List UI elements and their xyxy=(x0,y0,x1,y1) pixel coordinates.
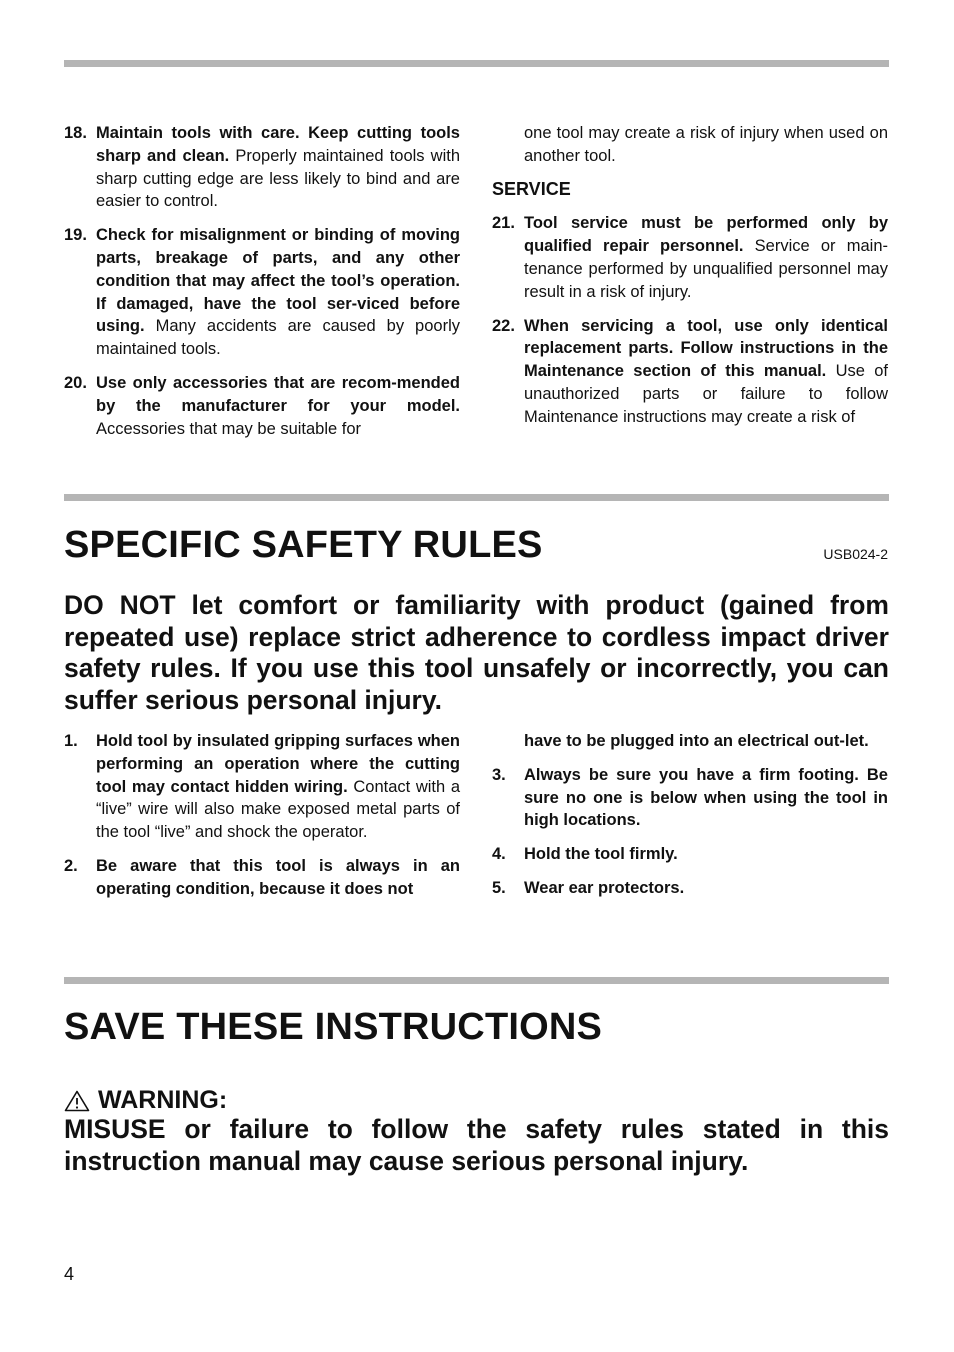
specific-rules-right-column xyxy=(492,730,888,911)
item-text: Hold tool by insulated gripping surfaces when performing an operation where the cutting tool may contact hidden wiring. Contact with a “live” wire will also make exposed metal parts of the tool “live” and shock the operator. xyxy=(96,732,460,842)
warning-heading xyxy=(64,1086,227,1115)
item-number: 20. xyxy=(64,373,87,392)
item-continuation: have to be plugged into an electrical out-let. xyxy=(524,732,869,750)
list-item xyxy=(492,843,888,866)
item-text: Maintain tools with care. Keep cutting tools sharp and clean. Properly maintained tools with sharp cutting edge are less likely to bind and are easier to control. xyxy=(96,124,460,211)
list-item xyxy=(64,855,460,901)
document-code: USB024-2 xyxy=(823,546,888,562)
specific-rules-left-column xyxy=(64,730,460,912)
item-number: 2. xyxy=(64,856,78,875)
item-text: Use only accessories that are recom-mended by the manufacturer for your model. Accessories that may be suitable for xyxy=(96,373,460,438)
list-item xyxy=(492,315,888,429)
item-text: Always be sure you have a firm footing. Be sure no one is below when using the tool in high locations. xyxy=(524,765,888,830)
item-text: When servicing a tool, use only identical replacement parts. Follow instructions in the Maintenance section of this manual. Use of unauthorized parts or failure to follow Maintenance instructions may create a risk of xyxy=(524,316,888,426)
page-number: 4 xyxy=(64,1264,75,1284)
item-text: Check for misalignment or binding of moving parts, breakage of parts, and any other condition that may affect the tool’s operation. If damaged, have the tool ser-viced before using. Many accidents are caused by poorly maintained tools. xyxy=(96,226,460,359)
lead-warning: DO NOT let comfort or familiarity with product (gained from repeated use) replace strict adherence to cordless impact driver safety rules. If you use this tool unsafely or incorrectly, you can suffer serious personal injury. xyxy=(64,590,889,715)
item-number: 22. xyxy=(492,316,515,335)
section-rule xyxy=(64,494,889,501)
list-item xyxy=(492,212,888,303)
item-number: 1. xyxy=(64,732,78,750)
item-text: Hold the tool firmly. xyxy=(524,845,678,864)
list-item xyxy=(64,122,460,213)
section-rule xyxy=(64,977,889,984)
item-text: Tool service must be performed only by qualified repair personnel. Service or main-tenance performed by unqualified personnel may result in a risk of injury. xyxy=(524,214,888,301)
warning-label: WARNING: xyxy=(98,1086,228,1114)
list-item xyxy=(492,877,888,900)
list-item xyxy=(492,764,888,832)
list-item xyxy=(64,224,460,361)
list-item xyxy=(64,372,460,440)
item-number: 5. xyxy=(492,878,506,897)
page-title: SPECIFIC SAFETY RULES xyxy=(64,524,543,566)
item-number: 4. xyxy=(492,845,506,864)
warning-text: MISUSE or failure to follow the safety rules stated in this instruction manual may cause serious personal injury. xyxy=(64,1114,889,1176)
list-item xyxy=(64,730,460,844)
item-number: 21. xyxy=(492,214,515,233)
item-text: Wear ear protectors. xyxy=(524,878,685,897)
top-rule xyxy=(64,60,889,67)
general-rules-left-column xyxy=(64,122,460,451)
item-number: 3. xyxy=(492,765,506,784)
general-rules-right-column xyxy=(492,122,888,440)
item-number: 19. xyxy=(64,226,87,245)
item-continuation: one tool may create a risk of injury when used on another tool. xyxy=(524,124,888,165)
save-instructions-title: SAVE THESE INSTRUCTIONS xyxy=(64,1006,603,1048)
item-text: Be aware that this tool is always in an operating condition, because it does not xyxy=(96,856,460,898)
service-heading: SERVICE xyxy=(492,178,571,199)
warning-triangle-icon xyxy=(64,1090,90,1112)
item-number: 18. xyxy=(64,124,87,142)
